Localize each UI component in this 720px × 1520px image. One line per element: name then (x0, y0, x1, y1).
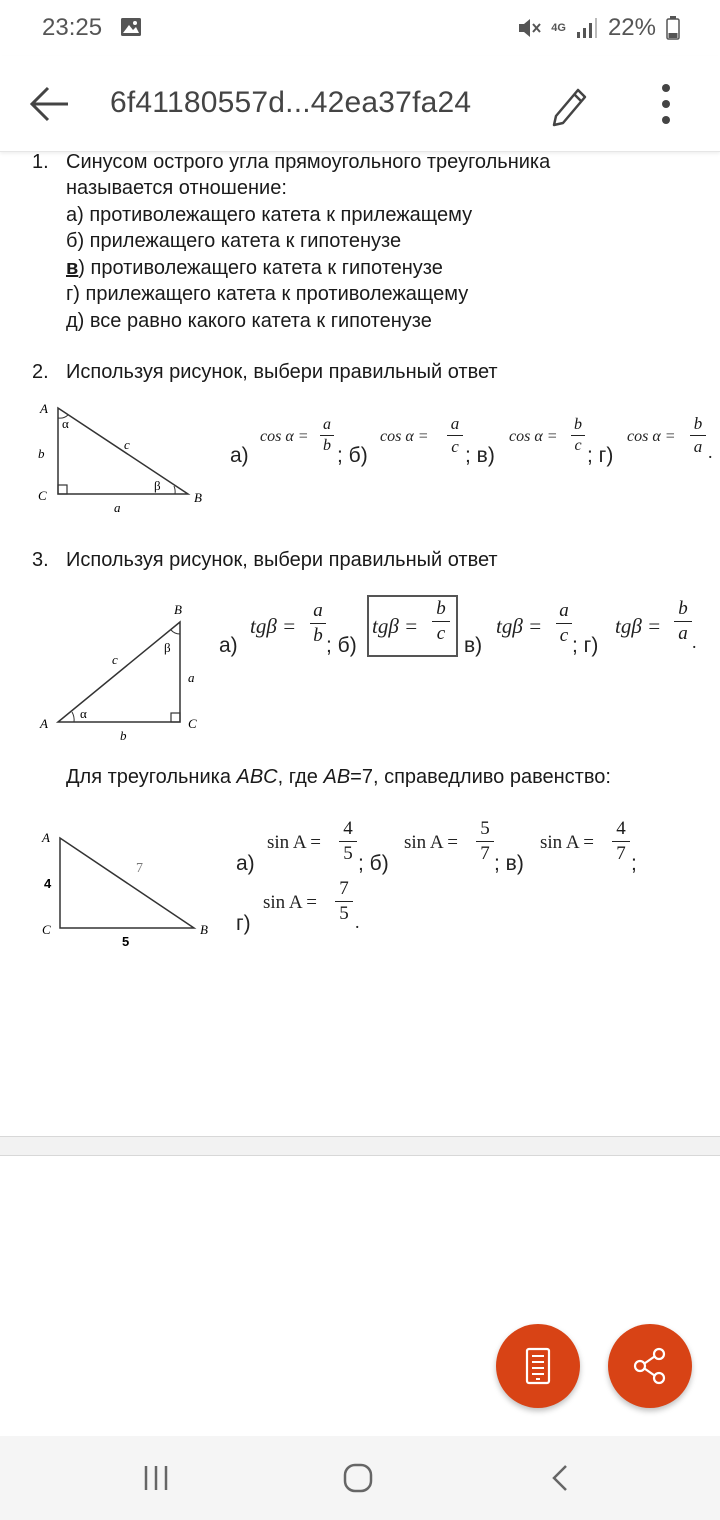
denominator: b (313, 625, 323, 646)
triangle-figure (34, 826, 218, 956)
numerator: b (693, 414, 703, 433)
battery-percent: 22% (607, 14, 656, 41)
fraction (339, 818, 357, 865)
mute-icon (517, 17, 541, 39)
status-bar (0, 0, 720, 56)
back-button[interactable] (24, 78, 76, 130)
share-button[interactable] (608, 1324, 692, 1408)
numerator: 4 (616, 818, 626, 839)
network-type: 4G (551, 21, 566, 34)
more-options-button[interactable] (646, 80, 686, 130)
formula-lhs: sin A = (263, 892, 318, 913)
vertex-label-c: C (188, 716, 197, 731)
vertex-label-a: A (40, 716, 48, 731)
recent-apps-button[interactable] (136, 1458, 176, 1498)
fraction (432, 598, 450, 645)
question-text-line: называется отношение: (66, 177, 287, 199)
side-label-ac: 4 (44, 876, 52, 891)
question-text: Используя рисунок, выбери правильный ответ (66, 549, 498, 571)
option-label: ; б) (326, 634, 357, 657)
answer-option: д) все равно какого катета к гипотенузе (66, 310, 432, 332)
arrow-left-icon (24, 78, 76, 130)
side-label-c: c (112, 652, 118, 667)
signal-icon (576, 17, 598, 39)
denominator: 5 (343, 843, 353, 864)
system-navigation-bar (0, 1436, 720, 1520)
fraction (674, 598, 692, 645)
formula-lhs: cos α = (509, 428, 558, 445)
numerator: a (313, 600, 323, 621)
side-label-cb: 5 (122, 934, 130, 949)
side-label-a: a (114, 500, 121, 514)
vertex-label-c: C (38, 488, 47, 503)
option-label: ; г) (587, 444, 614, 467)
fraction (571, 416, 585, 455)
numerator: 5 (480, 818, 490, 839)
answer-option: б) прилежащего катета к гипотенузе (66, 230, 402, 252)
fraction (310, 600, 326, 647)
angle-label-beta: β (154, 478, 161, 493)
period: . (708, 442, 713, 462)
numerator: b (678, 598, 688, 619)
numerator: a (450, 414, 460, 433)
question-text: Используя рисунок, выбери правильный ответ (66, 361, 498, 383)
period: . (355, 912, 360, 932)
side-label-b: b (120, 728, 127, 743)
denominator: a (693, 437, 703, 456)
triangle-figure (34, 598, 214, 744)
side-label-ab: 7 (136, 861, 143, 876)
pencil-icon (544, 80, 594, 130)
denominator: b (323, 437, 331, 454)
selected-letter: в (66, 257, 79, 279)
battery-icon (666, 16, 680, 40)
option-label: г) (236, 912, 251, 935)
answer-option: а) противолежащего катета к прилежащему (66, 204, 473, 226)
home-button[interactable] (338, 1458, 378, 1498)
vertex-label-b: B (200, 922, 208, 937)
angle-label-alpha: α (80, 706, 87, 721)
vertex-label-b: B (194, 490, 202, 505)
formula-lhs: tgβ = (372, 614, 419, 638)
share-icon (628, 1344, 672, 1388)
formula-lhs: tgβ = (615, 614, 662, 638)
angle-label-alpha: α (62, 416, 69, 431)
question-number: 1. (32, 152, 49, 173)
separator: ; (631, 852, 637, 875)
edit-button[interactable] (544, 80, 594, 130)
question-text (66, 764, 611, 791)
recent-apps-icon (136, 1458, 176, 1498)
status-icons (517, 14, 680, 42)
side-label-a: a (188, 670, 195, 685)
text-part: , где (277, 766, 324, 788)
question-number: 3. (32, 549, 49, 571)
denominator: c (559, 625, 569, 646)
fraction (612, 818, 630, 865)
status-time: 23:25 (42, 14, 103, 41)
fraction (320, 416, 334, 455)
side-label-c: c (124, 437, 130, 452)
text-part: ABC (236, 766, 278, 788)
numerator: b (574, 416, 582, 433)
denominator: c (451, 437, 459, 456)
numerator: 4 (343, 818, 353, 839)
question-1 (0, 152, 720, 342)
text-part: Для треугольника (66, 766, 237, 788)
app-bar (0, 56, 720, 152)
formula-lhs: sin A = (267, 832, 322, 853)
period: . (692, 632, 697, 652)
option-label: ; в) (494, 852, 524, 875)
numerator: a (323, 416, 331, 433)
formula-lhs: sin A = (540, 832, 595, 853)
text-part: =7, справедливо равенство: (350, 766, 611, 788)
denominator: c (574, 437, 582, 454)
text-part: AB (323, 766, 351, 788)
answer-option: г) прилежащего катета к противолежащему (66, 283, 469, 305)
vertex-label-b: B (174, 602, 182, 617)
option-label: ; б) (337, 444, 368, 467)
option-label: в) (464, 634, 483, 657)
document-icon (516, 1344, 560, 1388)
reading-mode-button[interactable] (496, 1324, 580, 1408)
denominator: c (436, 623, 446, 644)
formula-lhs: cos α = (260, 428, 309, 445)
vertex-label-a: A (42, 830, 50, 845)
fraction (556, 600, 572, 647)
home-icon (338, 1458, 378, 1498)
angle-label-beta: β (164, 640, 171, 655)
fraction (476, 818, 494, 865)
formula-lhs: cos α = (627, 428, 676, 445)
vertex-label-a: A (40, 401, 48, 416)
denominator: 5 (339, 903, 349, 924)
chevron-left-icon (540, 1458, 580, 1498)
fraction (690, 414, 706, 457)
back-nav-button[interactable] (540, 1458, 580, 1498)
formula-lhs: cos α = (380, 428, 429, 445)
option-label: ; б) (358, 852, 389, 875)
document-page[interactable] (0, 152, 720, 1137)
numerator: 7 (339, 878, 349, 899)
page-separator (0, 1136, 720, 1156)
denominator: 7 (480, 843, 490, 864)
fraction (335, 878, 353, 925)
answer-option-selected (66, 255, 443, 282)
option-label: а) (236, 852, 255, 875)
vertex-label-c: C (42, 922, 51, 937)
denominator: 7 (616, 843, 626, 864)
triangle-figure (34, 398, 214, 514)
question-text-line: Синусом острого угла прямоугольного треугольника (66, 152, 551, 173)
numerator: a (559, 600, 569, 621)
image-icon (120, 17, 142, 37)
denominator: a (678, 623, 688, 644)
option-label: а) (230, 444, 249, 467)
option-label: а) (219, 634, 238, 657)
fraction (447, 414, 463, 457)
numerator: b (436, 598, 446, 619)
formula-lhs: tgβ = (250, 614, 297, 638)
formula-lhs: sin A = (404, 832, 459, 853)
option-label: ; г) (572, 634, 599, 657)
document-title: 6f41180557d...42ea37fa24 (110, 86, 472, 119)
answer-option-text: ) противолежащего катета к гипотенузе (78, 257, 443, 279)
side-label-b: b (38, 446, 45, 461)
question-number: 2. (32, 361, 49, 383)
option-label: ; в) (465, 444, 495, 467)
formula-lhs: tgβ = (496, 614, 543, 638)
more-vertical-icon (646, 80, 686, 130)
